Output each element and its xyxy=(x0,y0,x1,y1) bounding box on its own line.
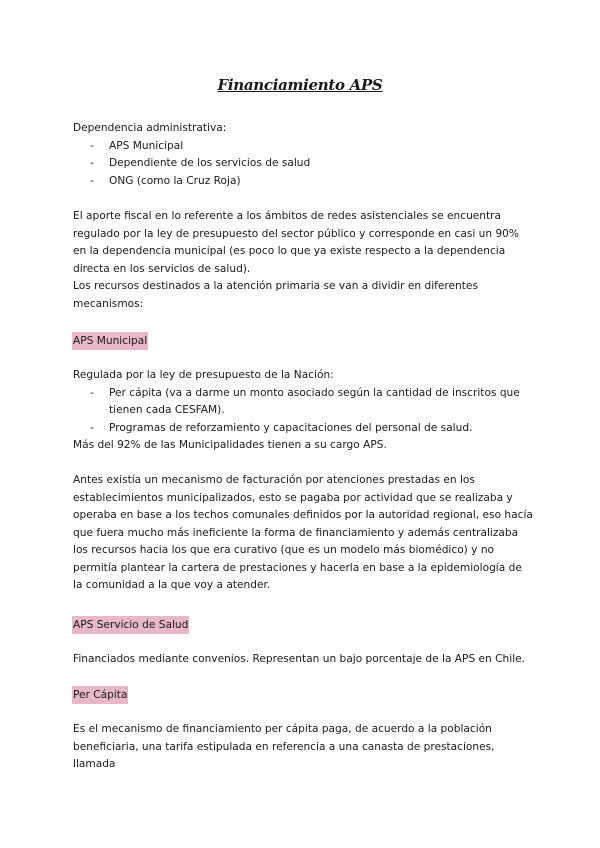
aps-municipal-intro: Regulada por la ley de presupuesto de la Nación: xyxy=(73,369,334,381)
aporte-paragraph: El aporte fiscal en lo referente a los ámbitos de redes asistenciales se encuentra regulado por la ley de presupuesto del sector público y corresponde en casi un 90% en la dependencia municipal (es poco lo que ya existe respecto a la dependencia directa en los servicios de salud). xyxy=(73,210,519,275)
list-item: - ONG (como la Cruz Roja) xyxy=(73,173,533,191)
antes-section xyxy=(73,472,533,595)
list-item: - Programas de reforzamiento y capacitaciones del personal de salud. xyxy=(73,420,533,438)
antes-paragraph: Antes existía un mecanismo de facturación por atenciones prestadas en los establecimientos municipalizados, esto se pagaba por actividad que se realizaba y operaba en base a los techos comunales definidos por la autoridad regional, eso hacía que fuera mucho más ineficiente la forma de financiamiento y además centralizaba los recursos hacia los que era curativo (que es un modelo más biomédico) y no permitía plantear la cartera de prestaciones y hacerla en base a la epidemiología de la comunidad a la que voy a atender. xyxy=(73,474,533,591)
per-capita-paragraph: Es el mecanismo de financiamiento per cápita paga, de acuerdo a la población beneficiaria, una tarifa estipulada en referencia a una canasta de prestaciones, llamada xyxy=(73,723,495,770)
section-heading-aps-municipal: APS Municipal xyxy=(72,332,148,350)
section-heading-per-capita: Per Cápita xyxy=(72,686,128,704)
dependencia-intro: Dependencia administrativa: xyxy=(73,122,227,134)
aporte-section xyxy=(73,208,533,313)
per-capita-section xyxy=(73,721,533,774)
dependencia-section xyxy=(73,120,533,190)
aps-municipal-section xyxy=(73,367,533,455)
dependencia-list xyxy=(73,138,533,191)
section-heading-aps-servicio: APS Servicio de Salud xyxy=(72,616,189,634)
aps-servicio-paragraph: Financiados mediante convenios. Representan un bajo porcentaje de la APS en Chile. xyxy=(73,653,526,665)
list-item: - Per cápita (va a darme un monto asociado según la cantidad de inscritos que tienen cada CESFAM). xyxy=(73,385,533,420)
aps-municipal-note: Más del 92% de las Municipalidades tienen a su cargo APS. xyxy=(73,439,387,451)
recursos-paragraph: Los recursos destinados a la atención primaria se van a dividir en diferentes mecanismos: xyxy=(73,280,478,310)
aps-municipal-list xyxy=(73,385,533,438)
list-item: - Dependiente de los servicios de salud xyxy=(73,155,533,173)
page-title: Financiamiento APS xyxy=(217,76,383,94)
aps-servicio-section xyxy=(73,651,533,669)
list-item: - APS Municipal xyxy=(73,138,533,156)
